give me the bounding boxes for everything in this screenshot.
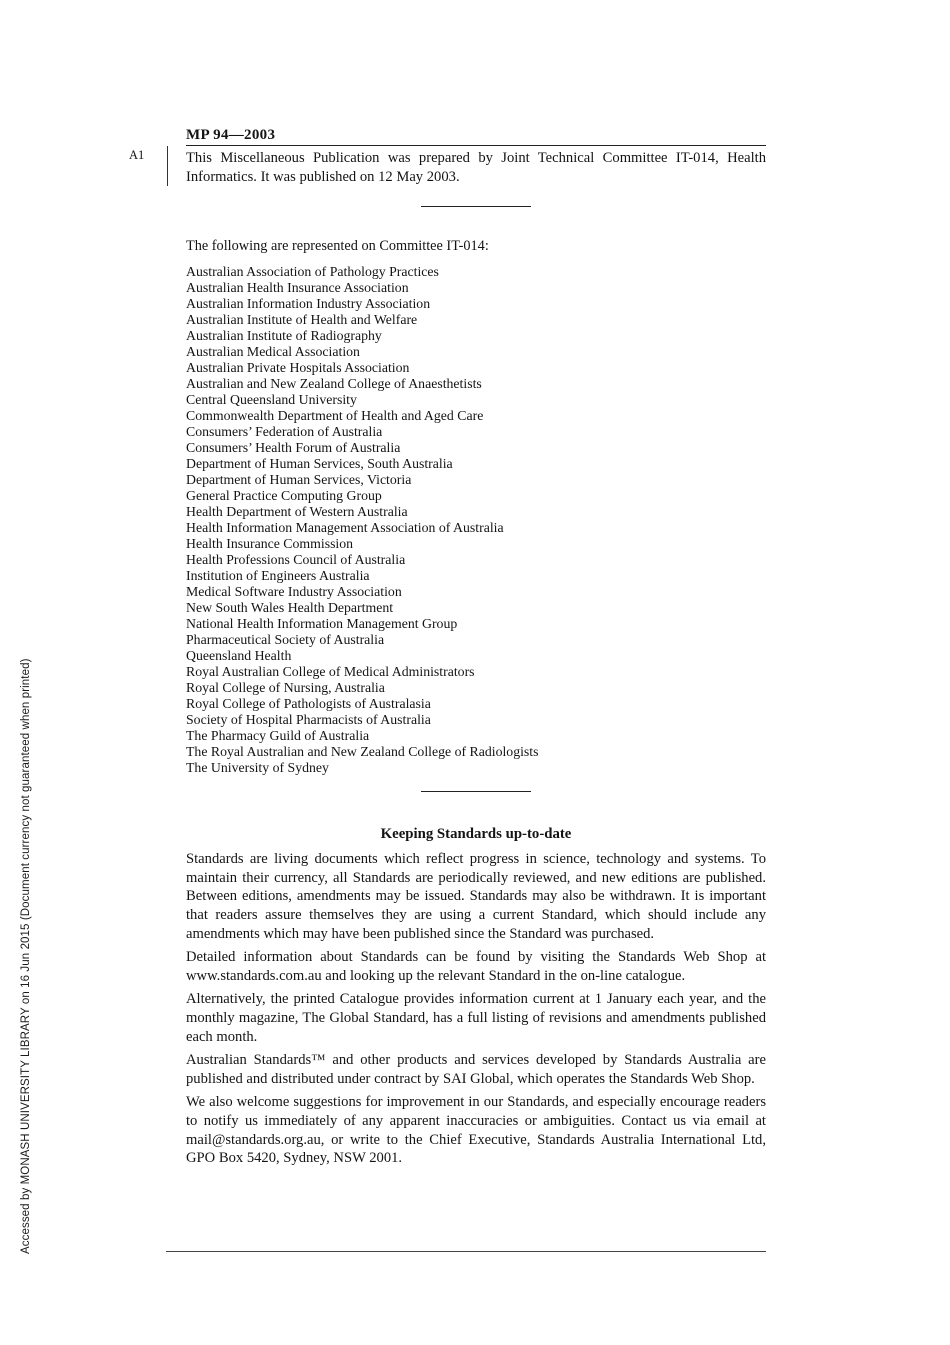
document-code: MP 94—2003: [186, 127, 276, 143]
committee-member: The Pharmacy Guild of Australia: [186, 728, 370, 744]
committee-member: Consumers’ Federation of Australia: [186, 424, 383, 440]
committee-member: Australian and New Zealand College of Anaesthetists: [186, 376, 482, 392]
section-divider: [421, 206, 531, 207]
paragraph: We also welcome suggestions for improvement in our Standards, and especially encourage readers to notify us immediately of any apparent inaccuracies or ambiguities. Contact us via email at mail@standards.org.au, or write to the Chief Executive, Standards Australia International Ltd, GPO Box 5420, Sydney, NSW 2001.: [186, 1094, 766, 1167]
content-column: [186, 126, 766, 1173]
paragraph: Australian Standards™ and other products and services developed by Standards Australia are published and distributed under contract by SAI Global, which operates the Standards Web Shop.: [186, 1052, 766, 1087]
committee-member: National Health Information Management Group: [186, 616, 458, 632]
header-rule: [186, 145, 766, 146]
paragraph: Detailed information about Standards can be found by visiting the Standards Web Shop at www.standards.com.au and looking up the relevant Standard in the on-line catalogue.: [186, 949, 766, 984]
committee-member: Australian Medical Association: [186, 344, 360, 360]
committee-member: Queensland Health: [186, 648, 292, 664]
committee-member: Health Information Management Association of Australia: [186, 520, 504, 536]
committee-member: Royal College of Pathologists of Australasia: [186, 696, 431, 712]
section-divider: [421, 791, 531, 792]
committee-member: Royal Australian College of Medical Administrators: [186, 664, 475, 680]
committee-member: Australian Private Hospitals Association: [186, 360, 410, 376]
committee-member: Central Queensland University: [186, 392, 357, 408]
committee-member-list: [186, 264, 766, 776]
committee-member: New South Wales Health Department: [186, 600, 394, 616]
committee-member: Australian Institute of Radiography: [186, 328, 382, 344]
footer-rule: [166, 1251, 766, 1252]
committee-member: Consumers’ Health Forum of Australia: [186, 440, 401, 456]
committee-member: Royal College of Nursing, Australia: [186, 680, 385, 696]
committee-member: Health Professions Council of Australia: [186, 552, 406, 568]
committee-member: Australian Health Insurance Association: [186, 280, 409, 296]
committee-member: The University of Sydney: [186, 760, 329, 776]
committee-member: Australian Association of Pathology Practices: [186, 264, 439, 280]
keeping-standards-heading: Keeping Standards up-to-date: [380, 826, 572, 843]
committee-member: Commonwealth Department of Health and Aged Care: [186, 408, 484, 424]
committee-member: Health Department of Western Australia: [186, 504, 408, 520]
paragraph: Standards are living documents which reflect progress in science, technology and systems. To maintain their currency, all Standards are periodically reviewed, and new editions are published. Between editions, amendments may be issued. Standards may also be withdrawn. It is important that readers assure themselves they are using a current Standard, which should include any amendments which may have been published since the Standard was purchased.: [186, 851, 766, 942]
keeping-standards-paragraphs: [186, 850, 766, 1168]
committee-member: The Royal Australian and New Zealand College of Radiologists: [186, 744, 539, 760]
committee-member: Australian Information Industry Association: [186, 296, 431, 312]
committee-member: Institution of Engineers Australia: [186, 568, 370, 584]
committee-member: Australian Institute of Health and Welfare: [186, 312, 418, 328]
committee-member: Department of Human Services, South Australia: [186, 456, 453, 472]
committee-member: Pharmaceutical Society of Australia: [186, 632, 385, 648]
committee-intro: The following are represented on Committee IT-014:: [186, 238, 489, 255]
committee-member: Department of Human Services, Victoria: [186, 472, 412, 488]
committee-member: Society of Hospital Pharmacists of Australia: [186, 712, 431, 728]
amendment-marker: A1: [129, 148, 145, 162]
amendment-change-bar: [167, 146, 168, 186]
preparation-note: This Miscellaneous Publication was prepared by Joint Technical Committee IT-014, Health Informatics. It was published on 12 May 2003.: [186, 150, 766, 185]
paragraph: Alternatively, the printed Catalogue provides information current at 1 January each year, and the monthly magazine, The Global Standard, has a full listing of revisions and amendments published each month.: [186, 991, 766, 1045]
committee-member: Health Insurance Commission: [186, 536, 354, 552]
library-access-sidebar-note: Accessed by MONASH UNIVERSITY LIBRARY on 16 Jun 2015 (Document currency not guaranteed when printed): [20, 658, 32, 1254]
committee-member: Medical Software Industry Association: [186, 584, 402, 600]
committee-member: General Practice Computing Group: [186, 488, 382, 504]
